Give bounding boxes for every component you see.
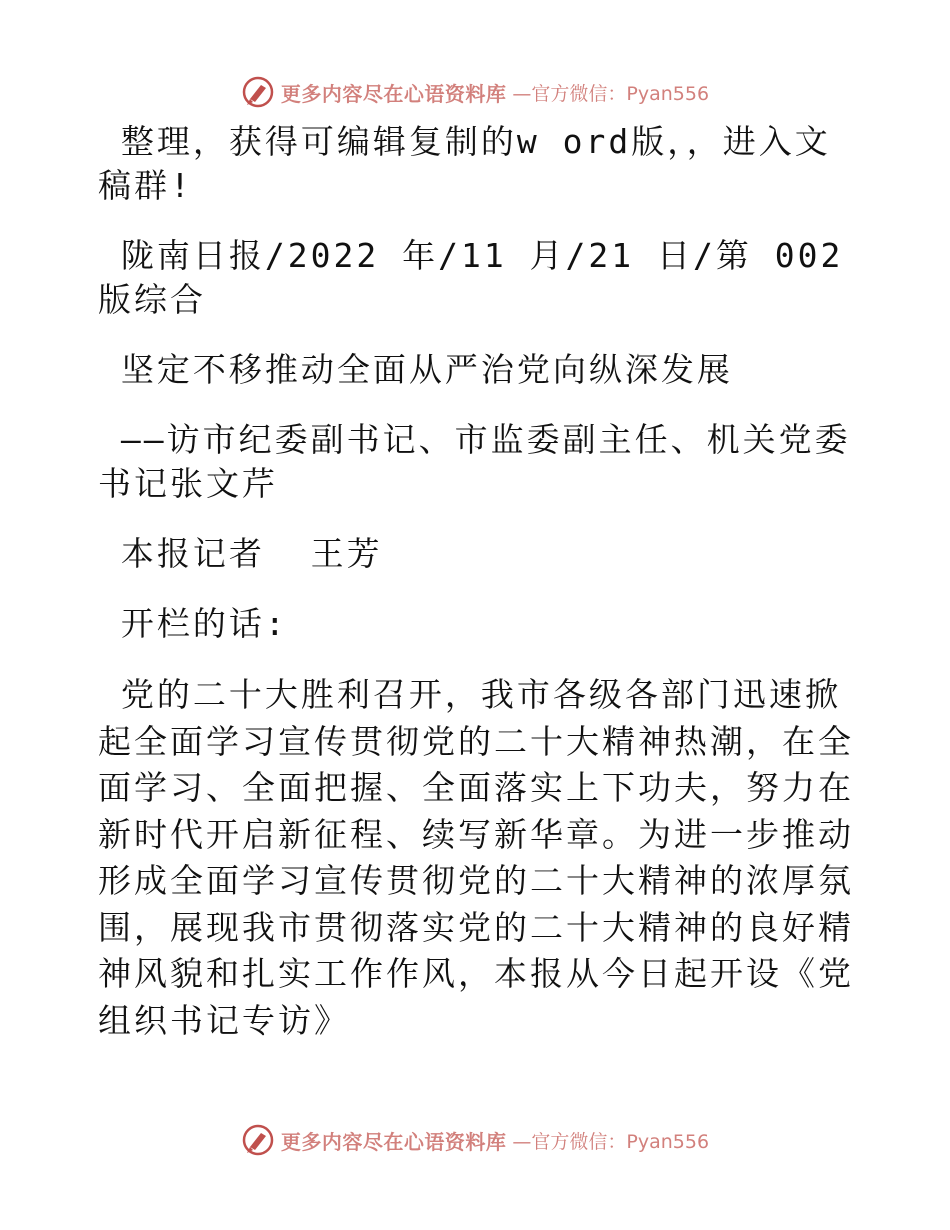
- byline: 本报记者 王芳: [98, 534, 383, 573]
- intro-line: 整理，获得可编辑复制的w ord版，，进入文稿群!: [98, 122, 831, 205]
- article-title: 坚定不移推动全面从严治党向纵深发展: [98, 350, 733, 389]
- pen-circle-logo-icon: [241, 75, 275, 109]
- header-watermark: [0, 72, 950, 112]
- source-line: 陇南日报/2022 年/11 月/21 日/第 002 版综合: [98, 236, 867, 319]
- article-subtitle: ——访市纪委副书记、市监委副主任、机关党委书记张文芹: [98, 420, 851, 503]
- footer-watermark: [0, 1120, 950, 1160]
- watermark-main-text: 更多内容尽在心语资料库: [280, 81, 507, 106]
- watermark-main-text: 更多内容尽在心语资料库: [280, 1129, 507, 1154]
- watermark-tail-text: —官方微信：Pyan556: [512, 1130, 710, 1153]
- body-paragraph: 党的二十大胜利召开，我市各级各部门迅速掀起全面学习宣传贯彻党的二十大精神热潮，在全面学习、全面把握、全面落实上下功夫，努力在新时代开启新征程、续写新华章。为进一步推动形成全面学习宣传贯彻党的二十大精神的浓厚氛围，展现我市贯彻落实党的二十大精神的良好精神风貌和扎实工作作风，本报从今日起开设《党组织书记专访》: [98, 675, 854, 1040]
- column-heading: 开栏的话:: [98, 604, 288, 643]
- watermark-tail-text: —官方微信：Pyan556: [512, 82, 710, 105]
- pen-circle-logo-icon: [241, 1123, 275, 1157]
- document-body: [98, 120, 867, 1070]
